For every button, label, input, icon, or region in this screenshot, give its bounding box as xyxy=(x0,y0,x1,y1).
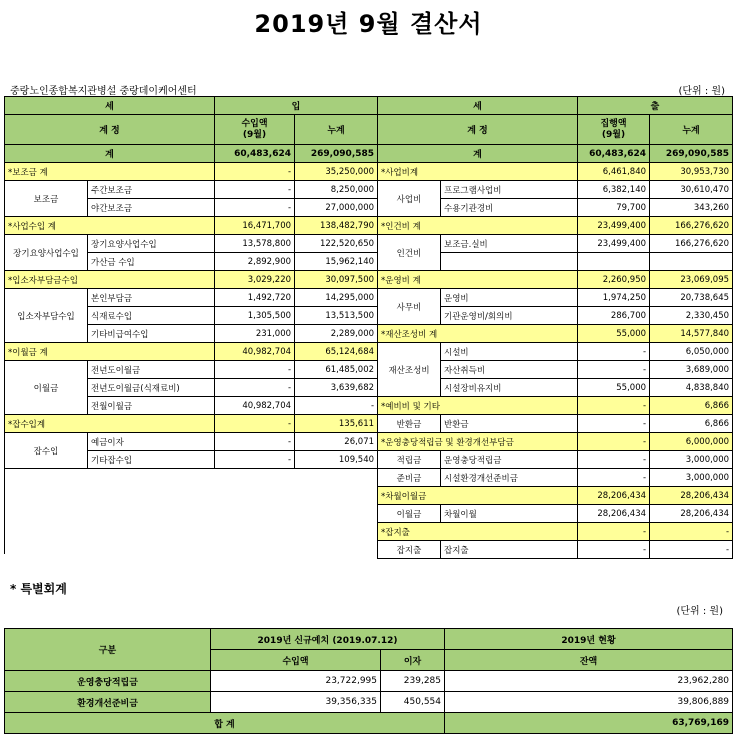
category-row xyxy=(378,487,733,505)
group-label: 장기요양사업수입 xyxy=(5,235,88,271)
item-cumulative xyxy=(650,253,733,271)
empty-cell xyxy=(5,520,378,537)
special-col-income: 수입액 xyxy=(211,650,381,671)
group-label: 입소자부담수입 xyxy=(5,289,88,343)
item-cumulative: 109,540 xyxy=(295,451,378,469)
item-cumulative: 20,738,645 xyxy=(650,289,733,307)
item-label: 장기요양사업수입 xyxy=(88,235,215,253)
section-header: 입 xyxy=(215,97,378,115)
category-month: - xyxy=(578,523,650,541)
category-row xyxy=(378,325,733,343)
item-label: 차월이월 xyxy=(441,505,578,523)
item-month: 28,206,434 xyxy=(578,505,650,523)
special-row-income: 23,722,995 xyxy=(211,671,381,692)
category-label: *인건비 계 xyxy=(378,217,578,235)
col-account-header: 계 정 xyxy=(378,115,578,145)
category-month: 16,471,700 xyxy=(215,217,295,235)
col-cumulative-header: 누계 xyxy=(295,115,378,145)
table-row xyxy=(5,361,378,379)
total-cumulative: 269,090,585 xyxy=(650,145,733,163)
category-cumulative: 65,124,684 xyxy=(295,343,378,361)
category-month: - xyxy=(578,433,650,451)
item-cumulative: 122,520,650 xyxy=(295,235,378,253)
special-col-group1: 2019년 신규예치 (2019.07.12) xyxy=(211,629,445,650)
item-label: 식재료수입 xyxy=(88,307,215,325)
category-row xyxy=(5,343,378,361)
column-header-row xyxy=(5,115,378,145)
category-label: *이월금 계 xyxy=(5,343,215,361)
category-cumulative: 35,250,000 xyxy=(295,163,378,181)
table-row xyxy=(378,451,733,469)
header-row xyxy=(378,97,733,115)
category-cumulative: 135,611 xyxy=(295,415,378,433)
item-month: - xyxy=(578,469,650,487)
empty-cell xyxy=(5,469,378,487)
category-month: 40,982,704 xyxy=(215,343,295,361)
item-month: 231,000 xyxy=(215,325,295,343)
column-header-row xyxy=(378,115,733,145)
group-label: 보조금 xyxy=(5,181,88,217)
item-cumulative: 166,276,620 xyxy=(650,235,733,253)
special-col-gubun: 구분 xyxy=(5,629,211,671)
category-label: *보조금 계 xyxy=(5,163,215,181)
item-cumulative: 13,513,500 xyxy=(295,307,378,325)
category-label: *예비비 및 기타 xyxy=(378,397,578,415)
special-unit-label: (단위 : 원) xyxy=(676,606,723,617)
item-label: 전년도이월금 xyxy=(88,361,215,379)
item-label: 야간보조금 xyxy=(88,199,215,217)
item-month: 6,382,140 xyxy=(578,181,650,199)
category-label: *잡수입계 xyxy=(5,415,215,433)
total-month: 60,483,624 xyxy=(215,145,295,163)
item-cumulative: 26,071 xyxy=(295,433,378,451)
item-cumulative: 343,260 xyxy=(650,199,733,217)
special-total-balance: 63,769,169 xyxy=(445,713,733,734)
header-row xyxy=(5,97,378,115)
empty-row xyxy=(5,537,378,554)
item-label: 전년도이월금(식재료비) xyxy=(88,379,215,397)
total-row xyxy=(5,145,378,163)
item-label: 프로그램사업비 xyxy=(441,181,578,199)
item-label: 반환금 xyxy=(441,415,578,433)
item-cumulative: 6,866 xyxy=(650,415,733,433)
item-cumulative: 2,289,000 xyxy=(295,325,378,343)
category-month: 6,461,840 xyxy=(578,163,650,181)
category-cumulative: 28,206,434 xyxy=(650,487,733,505)
item-cumulative: 27,000,000 xyxy=(295,199,378,217)
special-row-interest: 239,285 xyxy=(381,671,445,692)
item-cumulative: 3,639,682 xyxy=(295,379,378,397)
item-cumulative: - xyxy=(650,541,733,559)
special-col-group2: 2019년 현황 xyxy=(445,629,733,650)
item-month: - xyxy=(215,451,295,469)
category-cumulative: 166,276,620 xyxy=(650,217,733,235)
col-account-header: 계 정 xyxy=(5,115,215,145)
category-month: 3,029,220 xyxy=(215,271,295,289)
table-row xyxy=(378,415,733,433)
category-row xyxy=(378,271,733,289)
category-cumulative: 6,866 xyxy=(650,397,733,415)
item-label: 시설환경개선준비금 xyxy=(441,469,578,487)
category-cumulative: 23,069,095 xyxy=(650,271,733,289)
section-header: 출 xyxy=(578,97,733,115)
special-row-balance: 39,806,889 xyxy=(445,692,733,713)
item-cumulative: - xyxy=(295,397,378,415)
special-row-label: 운영충당적립금 xyxy=(5,671,211,692)
category-month: 2,260,950 xyxy=(578,271,650,289)
empty-row xyxy=(5,486,378,503)
item-month: 23,499,400 xyxy=(578,235,650,253)
item-month: - xyxy=(215,361,295,379)
table-row xyxy=(378,469,733,487)
item-month: - xyxy=(578,361,650,379)
item-label: 가산금 수입 xyxy=(88,253,215,271)
page-title: 2019년 9월 결산서 xyxy=(254,10,483,38)
table-row xyxy=(5,181,378,199)
table-row xyxy=(5,433,378,451)
item-month: - xyxy=(578,343,650,361)
category-row xyxy=(378,217,733,235)
item-label: 시설장비유지비 xyxy=(441,379,578,397)
section-header: 세 xyxy=(5,97,215,115)
item-label: 운영비 xyxy=(441,289,578,307)
item-month: 55,000 xyxy=(578,379,650,397)
item-cumulative: 28,206,434 xyxy=(650,505,733,523)
item-cumulative: 6,050,000 xyxy=(650,343,733,361)
col-month-header: 수입액 (9월) xyxy=(215,115,295,145)
empty-cell xyxy=(5,486,378,503)
group-label: 이월금 xyxy=(378,505,441,523)
empty-cell xyxy=(5,503,378,520)
item-label: 수용기관경비 xyxy=(441,199,578,217)
item-month: 13,578,800 xyxy=(215,235,295,253)
item-label xyxy=(441,253,578,271)
expense-table xyxy=(377,96,733,559)
group-label: 반환금 xyxy=(378,415,441,433)
unit-label: (단위 : 원) xyxy=(678,86,725,97)
item-cumulative: 3,000,000 xyxy=(650,469,733,487)
col-cumulative-header: 누계 xyxy=(650,115,733,145)
special-row-interest: 450,554 xyxy=(381,692,445,713)
group-label: 준비금 xyxy=(378,469,441,487)
item-cumulative: 4,838,840 xyxy=(650,379,733,397)
item-label: 시설비 xyxy=(441,343,578,361)
group-label: 사무비 xyxy=(378,289,441,325)
group-label: 적립금 xyxy=(378,451,441,469)
category-month: 55,000 xyxy=(578,325,650,343)
income-table xyxy=(4,96,378,554)
table-row xyxy=(378,289,733,307)
category-cumulative: 30,953,730 xyxy=(650,163,733,181)
table-row xyxy=(5,289,378,307)
special-row-label: 환경개선준비금 xyxy=(5,692,211,713)
category-row xyxy=(5,163,378,181)
category-cumulative: 138,482,790 xyxy=(295,217,378,235)
group-label: 이월금 xyxy=(5,361,88,415)
group-label: 인건비 xyxy=(378,235,441,271)
category-label: *재산조성비 계 xyxy=(378,325,578,343)
item-month: 1,492,720 xyxy=(215,289,295,307)
special-total-label: 합 계 xyxy=(5,713,445,734)
item-cumulative: 3,000,000 xyxy=(650,451,733,469)
item-label: 기타비급여수입 xyxy=(88,325,215,343)
special-row-income: 39,356,335 xyxy=(211,692,381,713)
table-row xyxy=(5,671,733,692)
total-label: 계 xyxy=(378,145,578,163)
item-label: 잡지출 xyxy=(441,541,578,559)
special-col-interest: 이자 xyxy=(381,650,445,671)
category-label: *잡지출 xyxy=(378,523,578,541)
category-label: *운영충당적립금 및 환경개선부담금 xyxy=(378,433,578,451)
category-row xyxy=(5,415,378,433)
group-label: 재산조성비 xyxy=(378,343,441,397)
category-month: 23,499,400 xyxy=(578,217,650,235)
category-month: 28,206,434 xyxy=(578,487,650,505)
special-account-table xyxy=(4,628,733,734)
item-cumulative: 14,295,000 xyxy=(295,289,378,307)
special-account-title: * 특별회계 xyxy=(10,582,67,596)
organization-name: 중랑노인종합복지관병설 중랑데이케어센터 xyxy=(10,86,197,97)
category-row xyxy=(378,163,733,181)
item-month: - xyxy=(578,415,650,433)
item-cumulative: 2,330,450 xyxy=(650,307,733,325)
item-month: - xyxy=(578,451,650,469)
item-label: 본인부담금 xyxy=(88,289,215,307)
empty-row xyxy=(5,503,378,520)
category-row xyxy=(5,271,378,289)
empty-row xyxy=(5,469,378,487)
item-month: 2,892,900 xyxy=(215,253,295,271)
category-row xyxy=(378,433,733,451)
special-row-balance: 23,962,280 xyxy=(445,671,733,692)
total-cumulative: 269,090,585 xyxy=(295,145,378,163)
table-row xyxy=(378,541,733,559)
category-month: - xyxy=(215,163,295,181)
item-month: 1,974,250 xyxy=(578,289,650,307)
category-label: *사업비계 xyxy=(378,163,578,181)
item-month: - xyxy=(215,199,295,217)
empty-row xyxy=(5,520,378,537)
item-label: 주간보조금 xyxy=(88,181,215,199)
item-cumulative: 30,610,470 xyxy=(650,181,733,199)
category-cumulative: - xyxy=(650,523,733,541)
item-cumulative: 3,689,000 xyxy=(650,361,733,379)
table-row xyxy=(5,235,378,253)
category-month: - xyxy=(215,415,295,433)
item-month: 79,700 xyxy=(578,199,650,217)
item-label: 예금이자 xyxy=(88,433,215,451)
item-month: 286,700 xyxy=(578,307,650,325)
item-label: 기타잡수입 xyxy=(88,451,215,469)
item-label: 운영충당적립금 xyxy=(441,451,578,469)
special-col-balance: 잔액 xyxy=(445,650,733,671)
category-label: *사업수입 계 xyxy=(5,217,215,235)
category-row xyxy=(5,217,378,235)
item-month xyxy=(578,253,650,271)
group-label: 잡수입 xyxy=(5,433,88,469)
item-label: 전월이월금 xyxy=(88,397,215,415)
total-month: 60,483,624 xyxy=(578,145,650,163)
total-label: 계 xyxy=(5,145,215,163)
item-label: 기관운영비/회의비 xyxy=(441,307,578,325)
table-row xyxy=(378,505,733,523)
table-row xyxy=(378,343,733,361)
item-cumulative: 15,962,140 xyxy=(295,253,378,271)
item-cumulative: 61,485,002 xyxy=(295,361,378,379)
item-label: 자산취득비 xyxy=(441,361,578,379)
table-row xyxy=(378,235,733,253)
group-label: 사업비 xyxy=(378,181,441,217)
item-month: 1,305,500 xyxy=(215,307,295,325)
item-month: - xyxy=(215,379,295,397)
col-month-header: 집행액 (9월) xyxy=(578,115,650,145)
category-row xyxy=(378,397,733,415)
special-total-row xyxy=(5,713,733,734)
category-cumulative: 14,577,840 xyxy=(650,325,733,343)
category-cumulative: 6,000,000 xyxy=(650,433,733,451)
category-month: - xyxy=(578,397,650,415)
section-header: 세 xyxy=(378,97,578,115)
empty-cell xyxy=(5,537,378,554)
table-row xyxy=(5,692,733,713)
category-label: *입소자부담금수입 xyxy=(5,271,215,289)
category-row xyxy=(378,523,733,541)
category-label: *운영비 계 xyxy=(378,271,578,289)
item-month: - xyxy=(215,181,295,199)
group-label: 잡지출 xyxy=(378,541,441,559)
table-row xyxy=(378,181,733,199)
item-month: - xyxy=(578,541,650,559)
item-cumulative: 8,250,000 xyxy=(295,181,378,199)
item-label: 보조금.실비 xyxy=(441,235,578,253)
item-month: 40,982,704 xyxy=(215,397,295,415)
item-month: - xyxy=(215,433,295,451)
category-cumulative: 30,097,500 xyxy=(295,271,378,289)
category-label: *차월이월금 xyxy=(378,487,578,505)
total-row xyxy=(378,145,733,163)
